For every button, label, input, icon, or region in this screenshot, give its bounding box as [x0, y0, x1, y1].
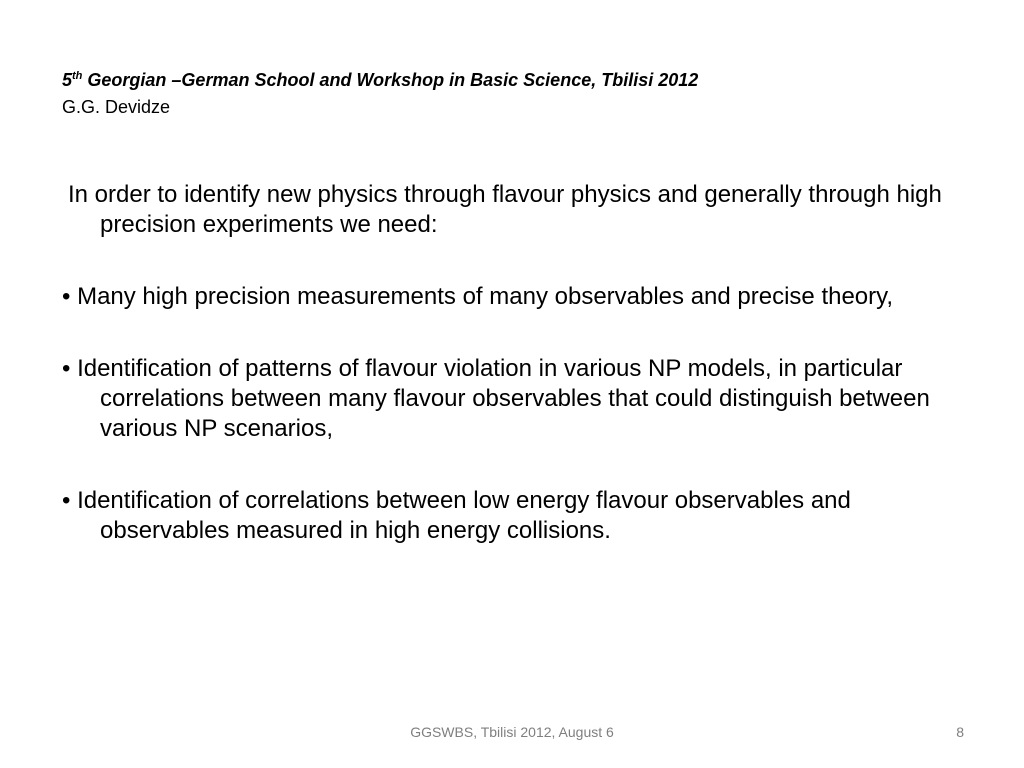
footer-text: GGSWBS, Tbilisi 2012, August 6	[410, 724, 614, 740]
bullet-item: • Identification of correlations between low energy flavour observables and observables measured in high energy collisions.	[62, 487, 851, 544]
conference-name: Georgian –German School and Workshop in Basic Science, Tbilisi 2012	[82, 70, 699, 90]
conference-ordinal-suffix: th	[72, 70, 83, 82]
slide-body	[62, 180, 962, 588]
bullet-item: • Identification of patterns of flavour violation in various NP models, in particular correlations between many flavour observables that could distinguish between various NP scenarios,	[62, 355, 930, 442]
author-name: G.G. Devidze	[62, 97, 171, 117]
page-number: 8	[956, 724, 964, 740]
conference-ordinal: 5	[62, 70, 73, 90]
bullet-item: • Many high precision measurements of many observables and precise theory,	[62, 283, 894, 310]
conference-title	[62, 66, 982, 94]
intro-paragraph: In order to identify new physics through flavour physics and generally through high precision experiments we need:	[68, 181, 942, 238]
slide-header	[62, 66, 982, 120]
